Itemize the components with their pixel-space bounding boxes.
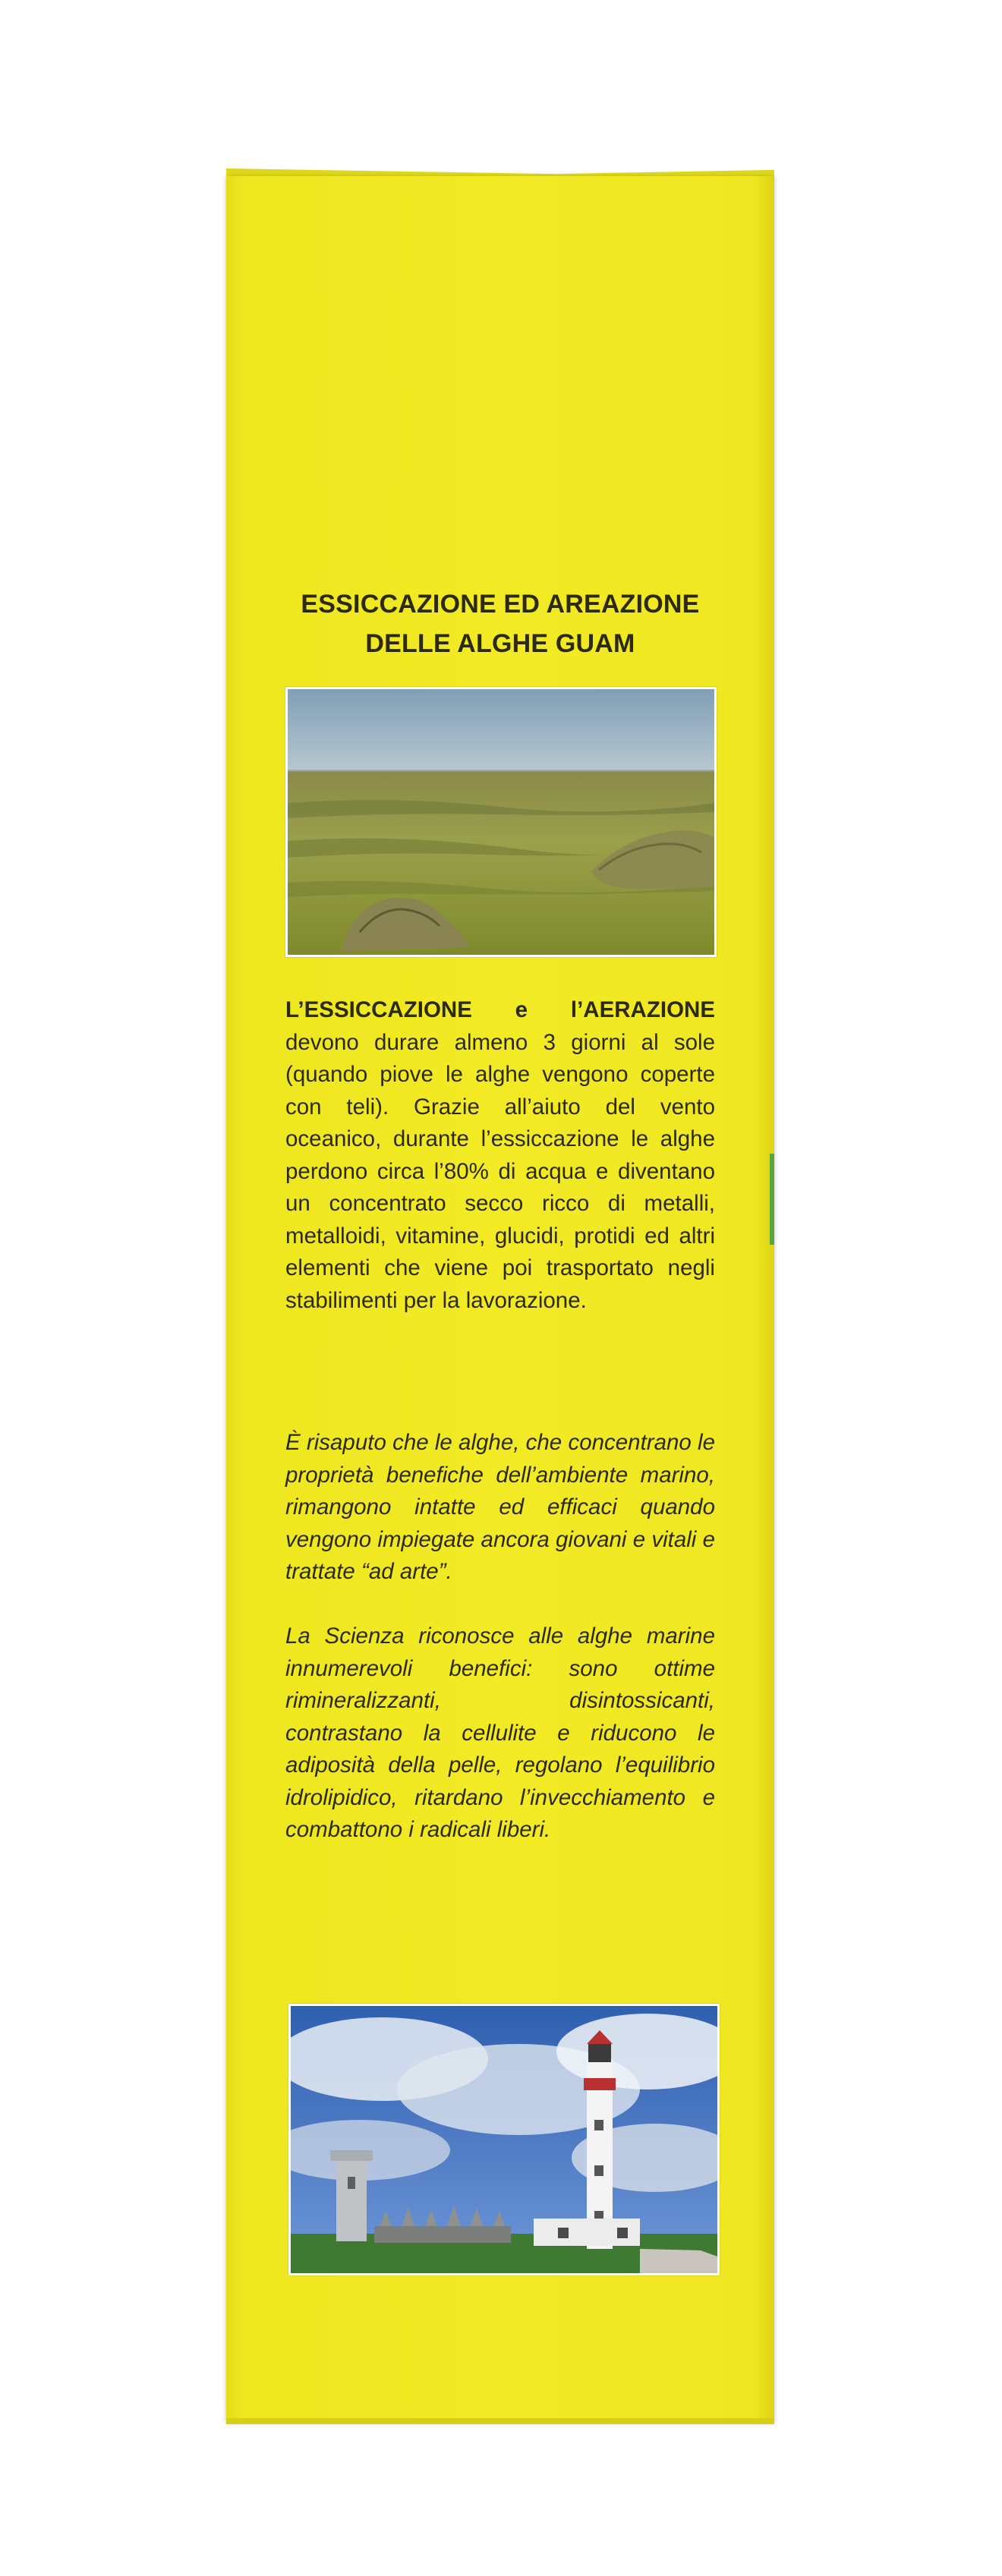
seaweed-field-photo xyxy=(285,687,717,957)
drying-lead: L’ESSICCAZIONE e l’AERAZIONE xyxy=(285,997,715,1022)
science-paragraph: La Scienza riconosce alle alghe marine innumerevoli benefici: sono ottime rimineralizzanti, disintossicanti, contrastano la cellulite e riducono le adiposità della pelle, regolano l’equilibrio idrolipidico, ritardano l’invecchiamento e combattono i radicali liberi. xyxy=(285,1623,715,1842)
benefits-intro-paragraph: È risaputo che le alghe, che concentrano le proprietà benefiche dell’ambiente marino, rimangono intatte ed efficaci quando vengono impiegate ancora giovani e vitali e trattate “ad arte”. xyxy=(285,1430,715,1584)
drying-body: devono durare almeno 3 giorni al sole (quando piove le alghe vengono coperte con teli). Grazie all’aiuto del vento oceanico, durante l’essiccazione le alghe perdono circa l’80% di acqua e diventano un concentrato secco ricco di metalli, metalloidi, vitamine, glucidi, protidi ed altri elementi che viene poi trasportato negli stabilimenti per la lavorazione. xyxy=(285,1029,715,1313)
lighthouse-photo xyxy=(288,2004,720,2275)
box-bottom-edge xyxy=(226,2418,774,2424)
panel-title xyxy=(226,584,774,663)
title-line-1: ESSICCAZIONE ED AREAZIONE xyxy=(301,590,700,619)
title-line-2: DELLE ALGHE GUAM xyxy=(365,629,635,658)
drying-paragraph xyxy=(285,994,715,1317)
green-edge-tab xyxy=(770,1154,774,1245)
